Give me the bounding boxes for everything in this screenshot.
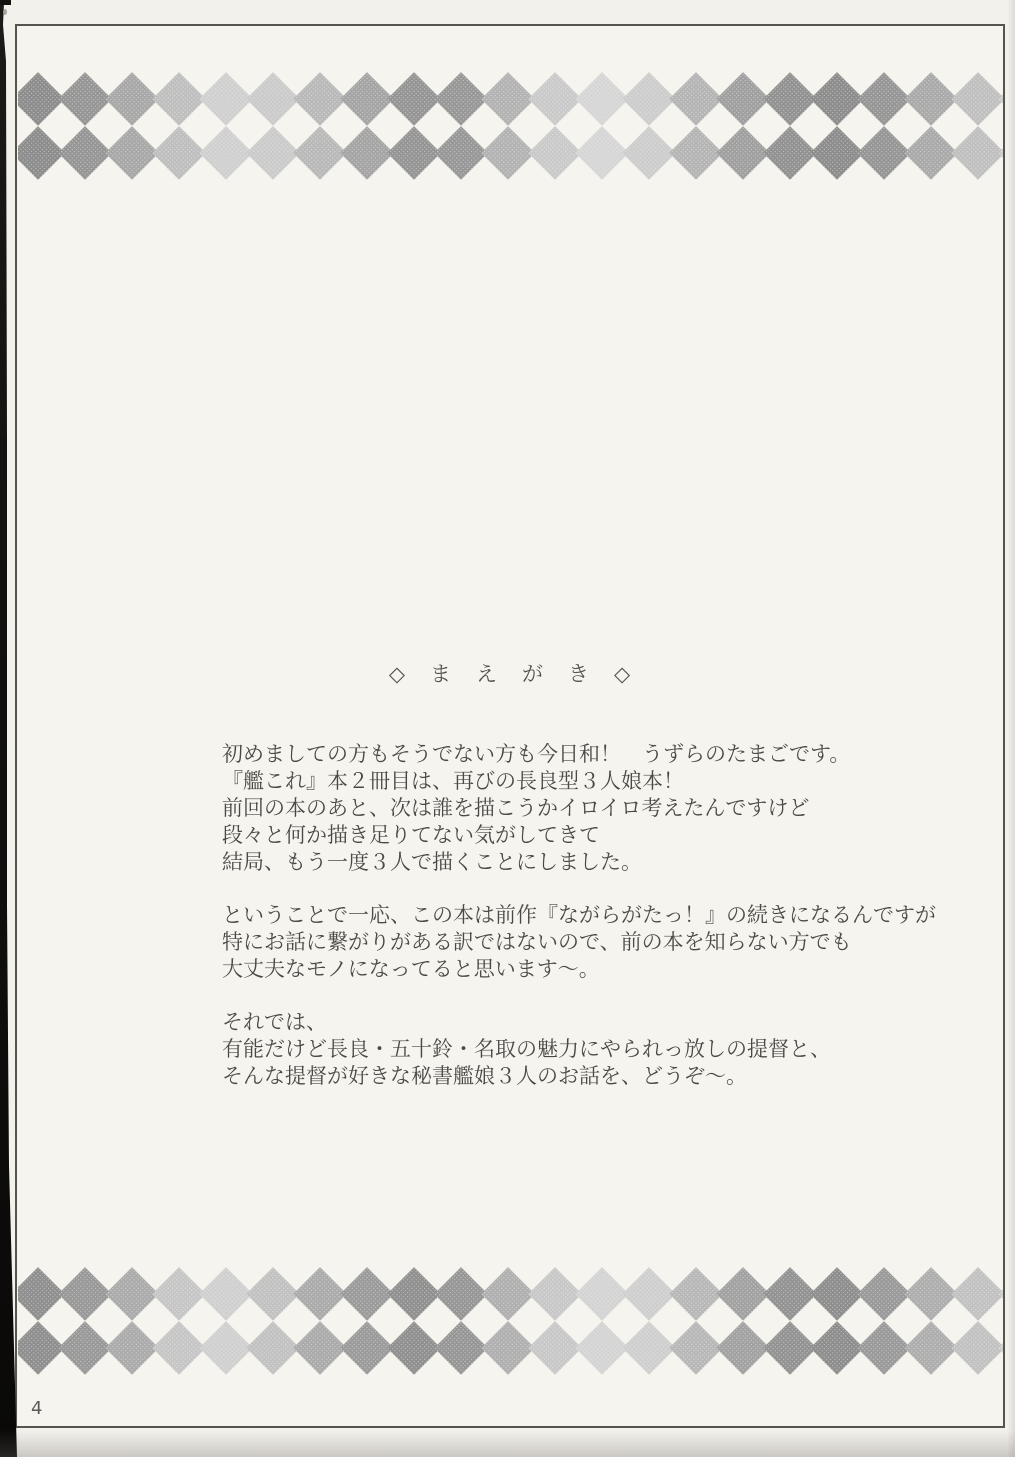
text-line: 前回の本のあと、次は誰を描こうかイロイロ考えたんですけど (222, 796, 810, 820)
scan-edge-artifact (0, 0, 11, 5)
diamond-shape (293, 126, 347, 180)
diamond-shape (951, 126, 1003, 180)
page-border-frame (15, 24, 1005, 1428)
diamond-shape (387, 1321, 441, 1375)
diamond-shape (199, 1321, 253, 1375)
diamond-shape (152, 1267, 206, 1321)
diamond-shape (622, 1267, 676, 1321)
paragraph (222, 902, 942, 983)
diamond-border-bottom (18, 1267, 1003, 1375)
paragraph (222, 741, 942, 876)
diamond-shape (481, 72, 535, 126)
text-line: 有能だけど長良・五十鈴・名取の魅力にやられっ放しの提督と、 (222, 1037, 831, 1061)
diamond-shape (998, 72, 1003, 126)
diamond-shape (904, 1267, 958, 1321)
text-line: 大丈夫なモノになってると思います～。 (222, 957, 600, 981)
diamond-shape (152, 72, 206, 126)
diamond-shape (716, 126, 770, 180)
text-line: ということで一応、この本は前作『ながらがたっ！』の続きになるんですが (222, 903, 936, 927)
diamond-shape (716, 1321, 770, 1375)
diamond-shape (622, 72, 676, 126)
diamond-shape (998, 126, 1003, 180)
text-line: それでは、 (222, 1010, 327, 1034)
diamond-shape (575, 126, 629, 180)
diamond-shape (857, 72, 911, 126)
diamond-shape (246, 126, 300, 180)
diamond-shape (152, 126, 206, 180)
diamond-shape (904, 1321, 958, 1375)
diamond-shape (528, 1267, 582, 1321)
diamond-shape (575, 1321, 629, 1375)
scan-speck (3, 9, 7, 15)
diamond-shape (669, 1267, 723, 1321)
diamond-shape (387, 1267, 441, 1321)
diamond-shape (387, 72, 441, 126)
diamond-shape (434, 1267, 488, 1321)
diamond-shape (246, 1321, 300, 1375)
diamond-shape (105, 72, 159, 126)
diamond-shape (998, 1321, 1003, 1375)
diamond-shape (58, 126, 112, 180)
diamond-shape (763, 72, 817, 126)
diamond-shape (951, 72, 1003, 126)
foreword-text (222, 741, 942, 1116)
text-line: 特にお話に繋がりがある訳ではないので、前の本を知らない方でも (222, 930, 852, 954)
text-line: そんな提督が好きな秘書艦娘３人のお話を、どうぞ～。 (222, 1064, 747, 1088)
diamond-shape (998, 1267, 1003, 1321)
diamond-shape (293, 1267, 347, 1321)
text-line: 段々と何か描き足りてない気がしてきて (222, 823, 600, 847)
diamond-shape (763, 126, 817, 180)
diamond-shape (434, 126, 488, 180)
diamond-shape (810, 1267, 864, 1321)
diamond-shape (857, 126, 911, 180)
diamond-shape (951, 1321, 1003, 1375)
page-number: 4 (31, 1398, 43, 1419)
paragraph (222, 1009, 942, 1090)
diamond-shape (199, 72, 253, 126)
diamond-shape (481, 126, 535, 180)
diamond-shape (293, 1321, 347, 1375)
diamond-shape (716, 72, 770, 126)
diamond-shape (904, 126, 958, 180)
diamond-shape (528, 72, 582, 126)
diamond-shape (199, 126, 253, 180)
diamond-shape (340, 72, 394, 126)
text-line: 『艦これ』本２冊目は、再びの長良型３人娘本！ (222, 769, 684, 793)
diamond-shape (246, 72, 300, 126)
diamond-shape (575, 72, 629, 126)
diamond-shape (58, 72, 112, 126)
diamond-border-top (18, 72, 1003, 180)
diamond-shape (387, 126, 441, 180)
diamond-shape (810, 72, 864, 126)
diamond-shape (293, 72, 347, 126)
page-title: ◇ ま え が き ◇ (388, 662, 633, 686)
diamond-shape (340, 126, 394, 180)
diamond-shape (199, 1267, 253, 1321)
diamond-shape (622, 1321, 676, 1375)
diamond-shape (105, 126, 159, 180)
diamond-shape (434, 72, 488, 126)
diamond-shape (340, 1321, 394, 1375)
diamond-shape (669, 126, 723, 180)
diamond-shape (951, 1267, 1003, 1321)
diamond-shape (105, 1267, 159, 1321)
diamond-shape (904, 72, 958, 126)
diamond-shape (857, 1267, 911, 1321)
scan-right-shading (1007, 0, 1015, 1457)
scan-bottom-shading (0, 1430, 1015, 1457)
diamond-shape (810, 126, 864, 180)
diamond-shape (105, 1321, 159, 1375)
diamond-shape (622, 126, 676, 180)
diamond-shape (246, 1267, 300, 1321)
diamond-shape (575, 1267, 629, 1321)
diamond-shape (810, 1321, 864, 1375)
diamond-shape (669, 72, 723, 126)
diamond-shape (528, 1321, 582, 1375)
text-line: 結局、もう一度３人で描くことにしました。 (222, 850, 642, 874)
diamond-shape (481, 1321, 535, 1375)
diamond-shape (669, 1321, 723, 1375)
diamond-shape (434, 1321, 488, 1375)
text-line: 初めましての方もそうでない方も今日和！ うずらのたまごです。 (222, 742, 851, 766)
diamond-shape (340, 1267, 394, 1321)
diamond-shape (528, 126, 582, 180)
diamond-shape (857, 1321, 911, 1375)
diamond-shape (763, 1267, 817, 1321)
diamond-shape (58, 1321, 112, 1375)
diamond-shape (152, 1321, 206, 1375)
diamond-shape (58, 1267, 112, 1321)
diamond-shape (481, 1267, 535, 1321)
diamond-shape (716, 1267, 770, 1321)
diamond-shape (763, 1321, 817, 1375)
